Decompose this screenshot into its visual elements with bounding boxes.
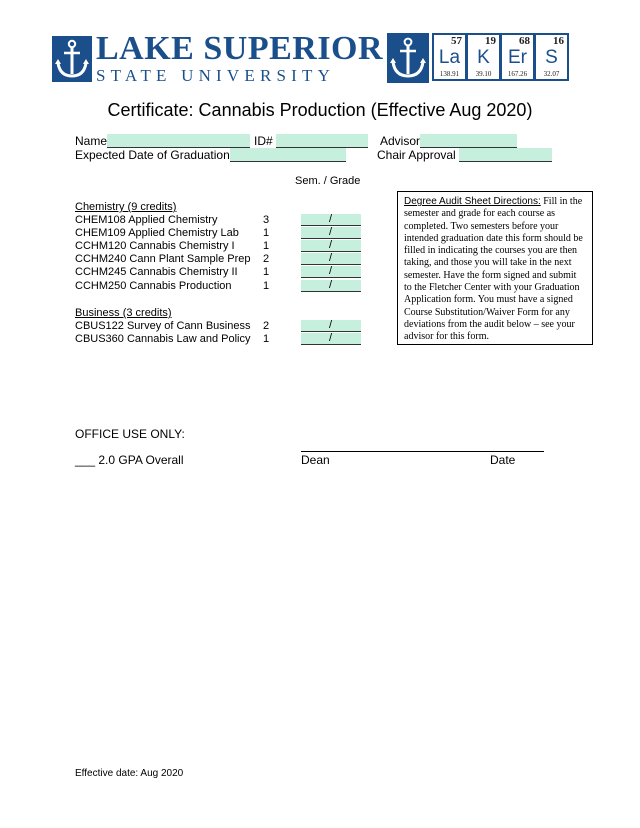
lakers-anchor-logo bbox=[387, 33, 429, 83]
name-label: Name bbox=[75, 134, 108, 148]
atomic-number: 16 bbox=[553, 35, 564, 47]
graduation-input[interactable] bbox=[230, 148, 346, 162]
sem-grade-input[interactable]: / bbox=[301, 280, 361, 292]
date-label: Date bbox=[490, 453, 516, 467]
course-credits: 1 bbox=[263, 240, 270, 252]
sem-grade-input[interactable]: / bbox=[301, 320, 361, 332]
sem-grade-input[interactable]: / bbox=[301, 333, 361, 345]
course-credits: 2 bbox=[263, 253, 270, 265]
chair-field-row bbox=[377, 148, 552, 162]
business-heading: Business (3 credits) bbox=[75, 307, 172, 319]
element-tile-k bbox=[466, 33, 501, 81]
course-name: CCHM250 Cannabis Production bbox=[75, 280, 232, 292]
course-name: CBUS360 Cannabis Law and Policy bbox=[75, 333, 251, 345]
course-name: CCHM120 Cannabis Chemistry I bbox=[75, 240, 235, 252]
advisor-label: Advisor bbox=[380, 134, 421, 148]
atomic-mass: 167.26 bbox=[507, 70, 528, 78]
element-symbol: S bbox=[545, 47, 558, 68]
sem-grade-input[interactable]: / bbox=[301, 227, 361, 239]
page-title: Certificate: Cannabis Production (Effective Aug 2020) bbox=[107, 100, 533, 120]
gpa-requirement: ___ 2.0 GPA Overall bbox=[75, 453, 184, 467]
university-subname: STATE UNIVERSITY bbox=[96, 66, 336, 85]
course-name: CBUS122 Survey of Cann Business bbox=[75, 320, 251, 332]
atomic-mass: 32.07 bbox=[543, 70, 560, 78]
course-name: CHEM109 Applied Chemistry Lab bbox=[75, 227, 239, 239]
signature-line bbox=[301, 451, 544, 452]
atomic-number: 68 bbox=[519, 35, 530, 47]
sem-grade-input[interactable]: / bbox=[301, 214, 361, 226]
atomic-number: 57 bbox=[451, 35, 462, 47]
element-tile-la bbox=[432, 33, 467, 81]
course-name: CHEM108 Applied Chemistry bbox=[75, 214, 218, 226]
name-field-row bbox=[75, 134, 250, 148]
id-input[interactable] bbox=[276, 134, 368, 148]
name-input[interactable] bbox=[107, 134, 250, 148]
element-tile-er bbox=[500, 33, 535, 81]
course-credits: 1 bbox=[263, 280, 270, 292]
course-name: CCHM245 Cannabis Chemistry II bbox=[75, 266, 238, 278]
id-field-row bbox=[254, 134, 368, 148]
directions-heading: Degree Audit Sheet Directions: bbox=[404, 196, 541, 207]
sem-grade-input[interactable]: / bbox=[301, 253, 361, 265]
element-tile-s bbox=[534, 33, 569, 81]
course-credits: 1 bbox=[263, 227, 270, 239]
footer-effective-date: Effective date: Aug 2020 bbox=[75, 768, 184, 779]
university-anchor-logo bbox=[52, 36, 92, 82]
directions-box bbox=[397, 191, 593, 345]
course-credits: 1 bbox=[263, 333, 270, 345]
course-name: CCHM240 Cann Plant Sample Prep bbox=[75, 253, 251, 265]
element-symbol: K bbox=[477, 47, 490, 68]
dean-label: Dean bbox=[301, 453, 330, 467]
advisor-field-row bbox=[380, 134, 517, 148]
office-use-label: OFFICE USE ONLY: bbox=[75, 427, 185, 441]
atomic-number: 19 bbox=[485, 35, 496, 47]
element-symbol: Er bbox=[508, 47, 527, 68]
sem-grade-input[interactable]: / bbox=[301, 266, 361, 278]
id-label: ID# bbox=[254, 134, 273, 148]
chair-input[interactable] bbox=[459, 148, 552, 162]
atomic-mass: 39.10 bbox=[475, 70, 492, 78]
course-credits: 1 bbox=[263, 266, 270, 278]
course-credits: 2 bbox=[263, 320, 270, 332]
advisor-input[interactable] bbox=[420, 134, 517, 148]
atomic-mass: 138.91 bbox=[439, 70, 460, 78]
element-symbol: La bbox=[438, 47, 461, 68]
university-name: LAKE SUPERIOR bbox=[96, 30, 384, 67]
directions-text: Fill in the semester and grade for each course as completed. Two semesters before your intended graduation date this form should be filled in indicating the courses you are then taking, and those you will take in the next semester. Have the form signed and submit to the Fletcher Center with your Graduation Application form. You must have a signed Course Substitution/Waiver Form for any deviations from the audit below – see your advisor for this form. bbox=[404, 196, 583, 343]
graduation-field-row bbox=[75, 148, 346, 162]
sem-grade-header: Sem. / Grade bbox=[295, 175, 361, 187]
course-credits: 3 bbox=[263, 214, 270, 226]
graduation-label: Expected Date of Graduation bbox=[75, 148, 230, 162]
sem-grade-input[interactable]: / bbox=[301, 240, 361, 252]
chemistry-heading: Chemistry (9 credits) bbox=[75, 201, 177, 213]
chair-label: Chair Approval bbox=[377, 148, 456, 162]
